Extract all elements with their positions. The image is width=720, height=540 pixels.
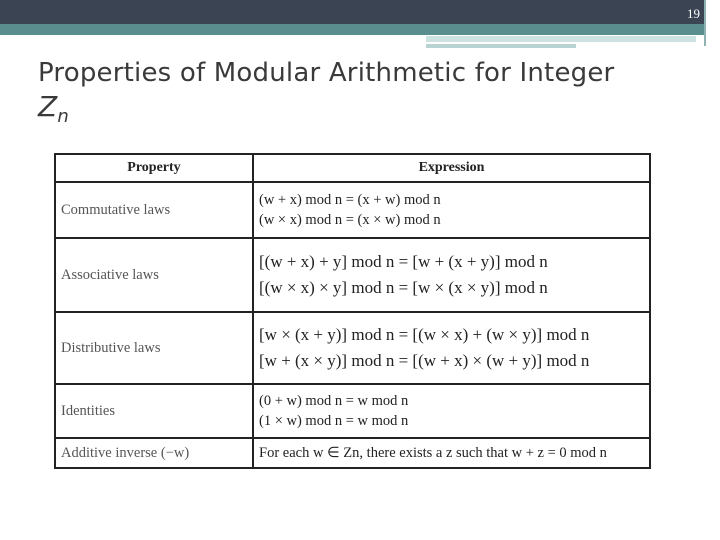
header-bar xyxy=(0,0,704,24)
property-name: Additive inverse (−w) xyxy=(55,438,253,468)
expression-cell xyxy=(253,438,650,468)
property-name: Commutative laws xyxy=(55,182,253,238)
title-line-1: Properties of Modular Arithmetic for Integer xyxy=(38,58,615,88)
properties-table xyxy=(54,153,651,469)
expression-line: [w + (x × y)] mod n = [(w + x) × (w + y)] mod n xyxy=(259,351,590,370)
table-row xyxy=(55,238,650,312)
expression-cell xyxy=(253,384,650,438)
expression-line: (0 + w) mod n = w mod n xyxy=(259,393,409,409)
header-expression: Expression xyxy=(253,154,650,182)
expression-cell xyxy=(253,182,650,238)
decorative-stripe-small xyxy=(426,44,576,48)
table-row xyxy=(55,438,650,468)
title-set-symbol: Z xyxy=(38,90,58,123)
slide-title xyxy=(38,56,614,134)
decorative-stripe xyxy=(426,36,696,42)
expression-line: (w × x) mod n = (x × w) mod n xyxy=(259,212,441,228)
expression-line: (1 × w) mod n = w mod n xyxy=(259,413,409,429)
expression-line: For each w ∈ Zn, there exists a z such that w + z = 0 mod n xyxy=(259,445,607,461)
property-name: Identities xyxy=(55,384,253,438)
header-accent-bar xyxy=(0,24,704,35)
title-line-2 xyxy=(38,90,614,134)
expression-cell xyxy=(253,238,650,312)
header-property: Property xyxy=(55,154,253,182)
slide-number: 19 xyxy=(687,6,700,21)
title-set-subscript: n xyxy=(57,106,69,127)
expression-line: [(w × x) × y] mod n = [w × (x × y)] mod n xyxy=(259,278,548,297)
table-row xyxy=(55,182,650,238)
property-name: Distributive laws xyxy=(55,312,253,384)
table-header-row xyxy=(55,154,650,182)
expression-line: [(w + x) + y] mod n = [w + (x + y)] mod n xyxy=(259,252,548,271)
property-name: Associative laws xyxy=(55,238,253,312)
table-row xyxy=(55,384,650,438)
table-row xyxy=(55,312,650,384)
expression-cell xyxy=(253,312,650,384)
expression-line: (w + x) mod n = (x + w) mod n xyxy=(259,192,441,208)
expression-line: [w × (x + y)] mod n = [(w × x) + (w × y)] mod n xyxy=(259,325,590,344)
header-divider xyxy=(704,0,706,46)
